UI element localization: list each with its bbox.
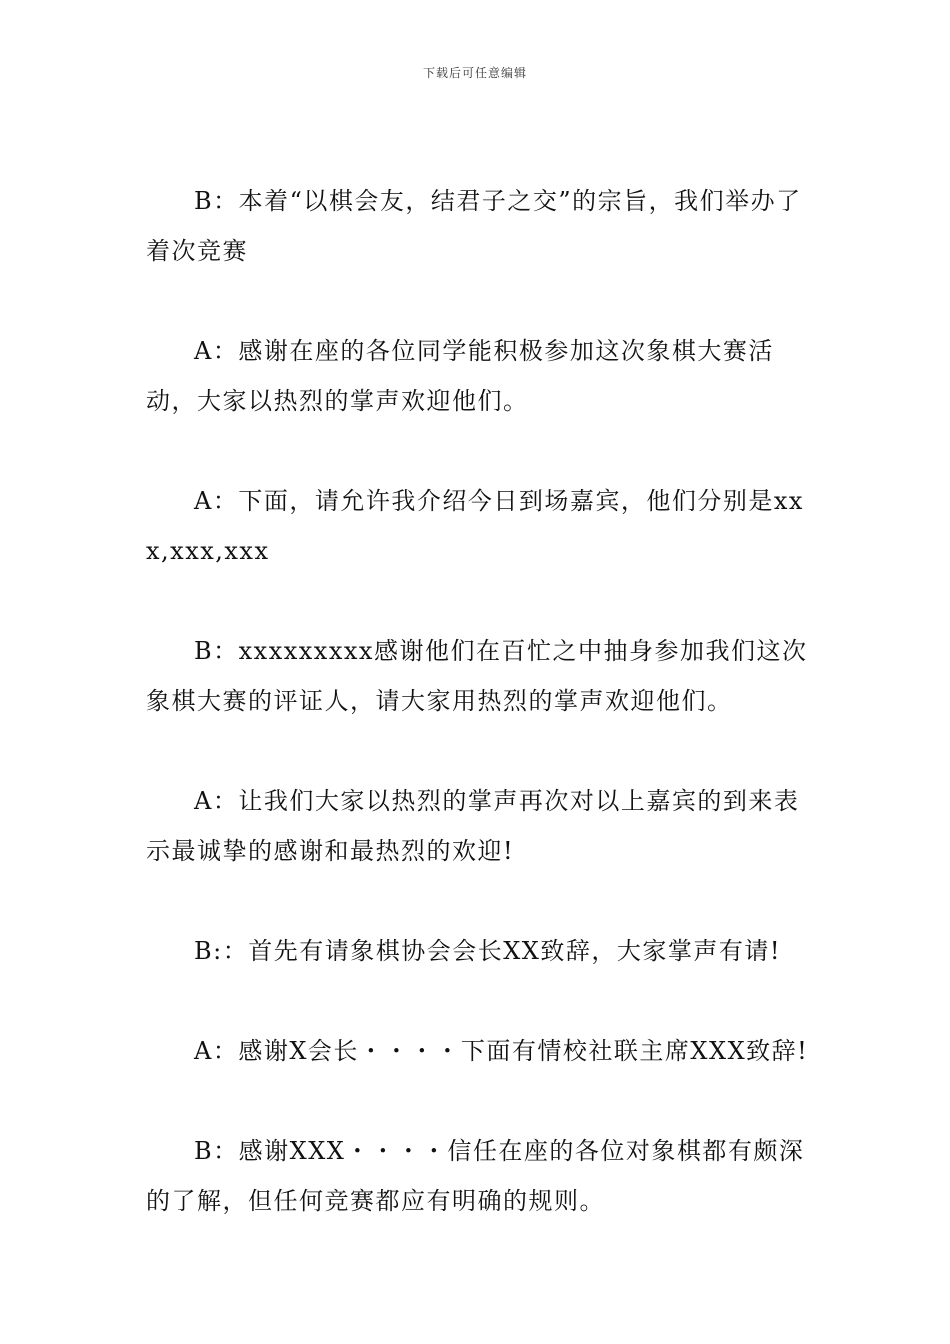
paragraph-applause: A：让我们大家以热烈的掌声再次对以上嘉宾的到来表示最诚挚的感谢和最热烈的欢迎! [146, 787, 800, 865]
paragraph-union-chair-speech: A：感谢X会长・・・・下面有情校社联主席XXX致辞! [194, 1037, 809, 1065]
header-note: 下载后可任意编辑 [422, 66, 527, 80]
paragraph-thanks-participants: A：感谢在座的各位同学能积极参加这次象棋大赛活动，大家以热烈的掌声欢迎他们。 [146, 337, 774, 415]
paragraph-president-speech: B:：首先有请象棋协会会长XX致辞，大家掌声有请! [194, 937, 782, 965]
paragraph-introduce-guests: A：下面，请允许我介绍今日到场嘉宾，他们分别是xxx,xxx,xxx [146, 487, 804, 565]
paragraph-judges: B：xxxxxxxxx感谢他们在百忙之中抽身参加我们这次象棋大赛的评证人，请大家用热烈的掌声欢迎他们。 [146, 637, 808, 715]
paragraph-rules: B：感谢XXX・・・・信任在座的各位对象棋都有颇深的了解，但任何竞赛都应有明确的规则。 [146, 1137, 805, 1215]
document-body [146, 176, 818, 1276]
paragraph-welcome: B：本着“以棋会友，结君子之交”的宗旨，我们举办了着次竞赛 [146, 187, 802, 265]
